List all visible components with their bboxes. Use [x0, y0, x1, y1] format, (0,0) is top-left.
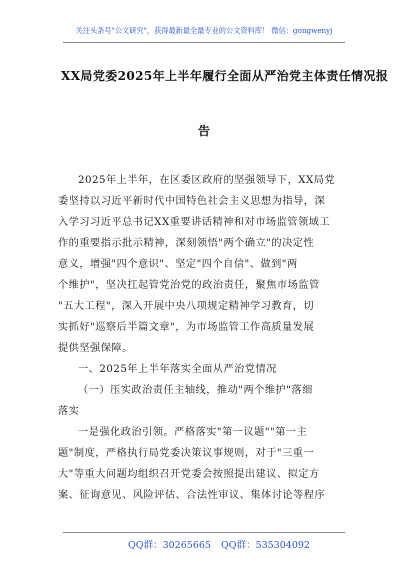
- footer-divider: [63, 532, 345, 533]
- footer-qq-group-1: QQ群：30265665: [128, 540, 211, 551]
- paragraph-line: 委坚持以习近平新时代中国特色社会主义思想为指导，深: [58, 196, 326, 207]
- paragraph-line: 意义，增强"四个意识"、坚定"四个自信"、做到"两: [58, 259, 298, 270]
- paragraph-line: 实抓好"巡察后半篇文章"，为市场监管工作高质量发展: [58, 322, 315, 333]
- paragraph-line: 题"制度，严格执行局党委决策议事规则，对于"三重一: [58, 448, 315, 459]
- promo-banner: 关注头条号"公文研究"，获得最新最全最专业的公文资料库！ 微信：gongwenyj: [75, 26, 333, 35]
- paragraph-line: 入学习习近平总书记XX重要讲话精神和对市场监管领域工: [58, 217, 331, 228]
- paragraph-line: 个维护"，坚决扛起管党治党的政治责任，聚焦市场监管: [58, 280, 320, 291]
- header-divider: [63, 42, 345, 43]
- document-title-line-1: XX局党委2025年上半年履行全面从严治党主体责任情况报: [61, 69, 389, 83]
- paragraph-line: 提供坚强保障。: [58, 343, 133, 354]
- paragraph-line: 大"等重大问题均组织召开党委会按照提出建议、拟定方: [58, 469, 320, 480]
- subsection-heading: （一）压实政治责任主轴线，推动"两个维护"落细: [78, 385, 313, 396]
- subsection-heading-cont: 落实: [58, 406, 80, 417]
- document-body: [58, 170, 356, 506]
- footer-qq-group-2: QQ群：535304092: [221, 540, 310, 551]
- section-heading: 一、2025年上半年落实全面从严治党情况: [78, 364, 277, 375]
- paragraph-line: 一是强化政治引领。严格落实"第一议题""第一主: [78, 427, 308, 438]
- paragraph-line: 2025年上半年，在区委区政府的坚强领导下，XX局党: [78, 175, 336, 186]
- page-footer: [0, 532, 408, 552]
- paragraph-line: 案、征询意见、风险评估、合法性审议、集体讨论等程序: [58, 490, 326, 501]
- document-title-line-2: 告: [197, 124, 210, 138]
- paragraph-line: "五大工程"，深入开展中央八项规定精神学习教育，切: [58, 301, 315, 312]
- paragraph-line: 作的重要指示批示精神，深刻领悟"两个确立"的决定性: [58, 238, 315, 249]
